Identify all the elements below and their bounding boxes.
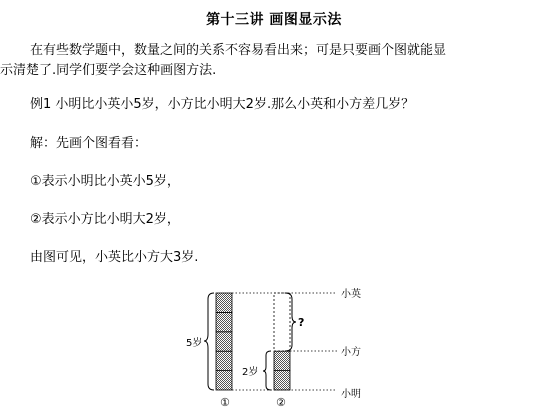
conclusion: 由图可见，小英比小方大3岁. [30,250,199,265]
bar-1-segment [216,293,232,312]
example-problem: 例1 小明比小英小5岁，小方比小明大2岁.那么小英和小方差几岁？ [30,97,415,112]
brace-5-years [204,293,214,390]
bar-1-segment [216,351,232,370]
label-xiaofang: 小方 [341,347,361,358]
bar-1-segment [216,312,232,331]
brace-question [285,293,296,351]
bar-1-segment [216,332,232,351]
solution-item-2: ②表示小方比小明大2岁， [30,212,180,227]
label-xiaoming: 小明 [341,389,361,400]
marker-2: ② [276,396,286,409]
bar-2-segment [274,351,290,370]
bar-2 [274,351,290,390]
bar-1-segment [216,371,232,390]
solution-intro: 解：先画个图看看： [30,136,148,151]
brace-2-years [263,351,271,390]
solution-item-1: ①表示小明比小英小5岁， [30,174,180,189]
label-2-years: 2岁 [242,367,259,378]
lesson-title: 第十三讲 画图显示法 [206,12,342,28]
label-5-years: 5岁 [186,338,203,349]
bar-2-segment [274,371,290,390]
marker-1: ① [220,396,230,409]
unknown-gap-box [274,293,290,351]
label-xiaoying: 小英 [341,289,361,300]
label-question: ? [298,316,305,329]
intro-paragraph-line2: 示清楚了.同学们要学会这种画图方法. [0,63,217,78]
intro-paragraph-line1: 在有些数学题中，数量之间的关系不容易看出来；可是只要画个图就能显 [30,43,447,58]
bar-1 [216,293,232,390]
